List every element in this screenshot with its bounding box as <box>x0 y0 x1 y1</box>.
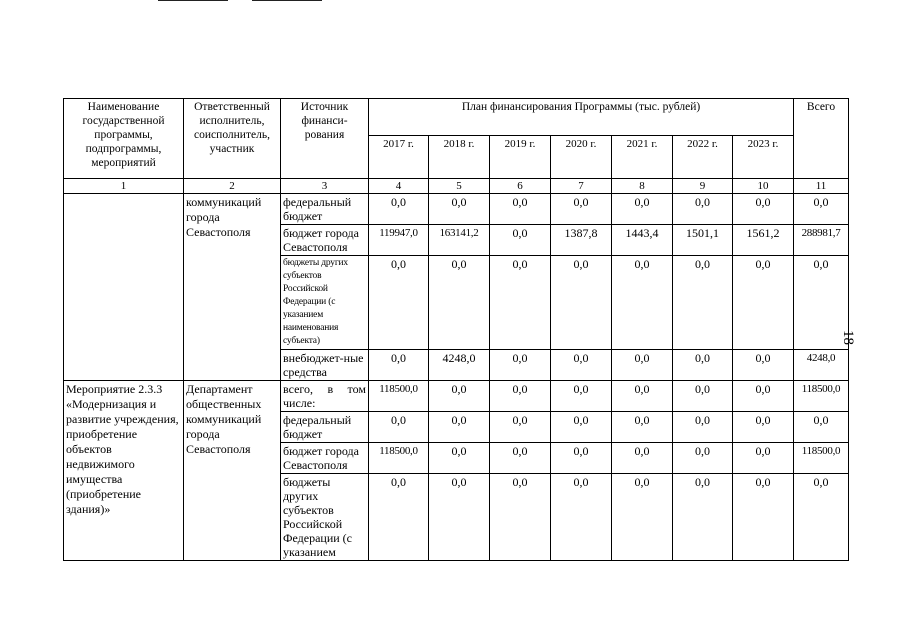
header-plan: План финансирования Программы (тыс. рублей) <box>369 99 794 136</box>
value-cell: 0,0 <box>733 443 794 474</box>
value-cell: 0,0 <box>612 381 673 412</box>
value-cell: 0,0 <box>551 350 612 381</box>
value-cell: 0,0 <box>733 381 794 412</box>
header-year: 2017 г. <box>369 136 429 179</box>
column-number: 10 <box>733 179 794 194</box>
value-cell: 0,0 <box>551 381 612 412</box>
total-cell: 4248,0 <box>794 350 849 381</box>
column-numbers-row <box>64 179 849 194</box>
value-cell: 1387,8 <box>551 225 612 256</box>
value-cell: 0,0 <box>429 474 490 561</box>
header-year: 2018 г. <box>429 136 490 179</box>
table-row <box>64 194 849 225</box>
header-total: Всего <box>794 99 849 179</box>
header-name: Наименование государственной программы, подпрограммы, мероприятий <box>64 99 184 179</box>
column-number: 1 <box>64 179 184 194</box>
value-cell: 0,0 <box>490 256 551 350</box>
value-cell: 0,0 <box>429 194 490 225</box>
header-year: 2023 г. <box>733 136 794 179</box>
value-cell: 119947,0 <box>369 225 429 256</box>
value-cell: 0,0 <box>673 474 733 561</box>
value-cell: 0,0 <box>673 256 733 350</box>
header-year: 2022 г. <box>673 136 733 179</box>
column-number: 5 <box>429 179 490 194</box>
source-total-line <box>283 382 366 396</box>
value-cell: 0,0 <box>490 443 551 474</box>
value-cell: 0,0 <box>673 412 733 443</box>
value-cell: 0,0 <box>612 194 673 225</box>
page-number: 18 <box>840 330 856 345</box>
top-rule-right <box>252 0 322 1</box>
column-number: 6 <box>490 179 551 194</box>
total-cell: 0,0 <box>794 474 849 561</box>
source-cell: внебюджет-ные средства <box>281 350 369 381</box>
column-number: 11 <box>794 179 849 194</box>
value-cell: 0,0 <box>551 194 612 225</box>
total-cell: 288981,7 <box>794 225 849 256</box>
value-cell: 0,0 <box>551 474 612 561</box>
source-cell <box>281 381 369 412</box>
total-cell: 0,0 <box>794 412 849 443</box>
column-number: 2 <box>184 179 281 194</box>
value-cell: 0,0 <box>490 412 551 443</box>
header-year: 2021 г. <box>612 136 673 179</box>
header-year: 2019 г. <box>490 136 551 179</box>
source-cell: бюджет города Севастополя <box>281 225 369 256</box>
value-cell: 0,0 <box>429 381 490 412</box>
value-cell: 0,0 <box>429 443 490 474</box>
source-word: в <box>327 382 334 396</box>
measure-name-cell: Мероприятие 2.3.3 «Модернизация и развитие учреждения, приобретение объектов недвижимого имущества (приобретение здания)» <box>64 381 184 561</box>
source-word: всего, <box>283 382 314 396</box>
source-cell: федеральный бюджет <box>281 412 369 443</box>
column-number: 8 <box>612 179 673 194</box>
value-cell: 0,0 <box>369 474 429 561</box>
value-cell: 0,0 <box>733 412 794 443</box>
value-cell: 0,0 <box>673 381 733 412</box>
value-cell: 0,0 <box>369 350 429 381</box>
value-cell: 0,0 <box>673 350 733 381</box>
source-cell: федеральный бюджет <box>281 194 369 225</box>
value-cell: 0,0 <box>673 194 733 225</box>
value-cell: 0,0 <box>612 443 673 474</box>
value-cell: 0,0 <box>733 256 794 350</box>
value-cell: 1501,1 <box>673 225 733 256</box>
value-cell: 0,0 <box>673 443 733 474</box>
total-cell: 0,0 <box>794 194 849 225</box>
value-cell: 1443,4 <box>612 225 673 256</box>
source-cell: бюджеты других субъектов Российской Федерации (с указанием <box>281 474 369 561</box>
value-cell: 4248,0 <box>429 350 490 381</box>
value-cell: 0,0 <box>429 256 490 350</box>
value-cell: 118500,0 <box>369 381 429 412</box>
executor-cell: коммуникаций города Севастополя <box>184 194 281 381</box>
table-row <box>64 381 849 412</box>
header-year: 2020 г. <box>551 136 612 179</box>
value-cell: 0,0 <box>369 256 429 350</box>
value-cell: 0,0 <box>429 412 490 443</box>
column-number: 9 <box>673 179 733 194</box>
value-cell: 0,0 <box>612 412 673 443</box>
source-cell: бюджеты других субъектов Российской Федерации (с указанием наименования субъекта) <box>281 256 369 350</box>
value-cell: 0,0 <box>612 256 673 350</box>
value-cell: 0,0 <box>490 225 551 256</box>
value-cell: 0,0 <box>612 474 673 561</box>
value-cell: 0,0 <box>490 194 551 225</box>
value-cell: 1561,2 <box>733 225 794 256</box>
source-word: том <box>347 382 366 396</box>
column-number: 7 <box>551 179 612 194</box>
value-cell: 0,0 <box>490 381 551 412</box>
executor-cell: Департамент общественных коммуникаций города Севастополя <box>184 381 281 561</box>
value-cell: 0,0 <box>490 474 551 561</box>
top-rule-left <box>158 0 228 1</box>
value-cell: 0,0 <box>733 350 794 381</box>
value-cell: 0,0 <box>612 350 673 381</box>
total-cell: 118500,0 <box>794 443 849 474</box>
value-cell: 118500,0 <box>369 443 429 474</box>
total-cell: 0,0 <box>794 256 849 350</box>
value-cell: 0,0 <box>733 474 794 561</box>
column-number: 4 <box>369 179 429 194</box>
value-cell: 0,0 <box>551 443 612 474</box>
header-row <box>64 99 849 136</box>
value-cell: 0,0 <box>551 412 612 443</box>
value-cell: 0,0 <box>733 194 794 225</box>
value-cell: 163141,2 <box>429 225 490 256</box>
value-cell: 0,0 <box>369 412 429 443</box>
value-cell: 0,0 <box>551 256 612 350</box>
source-word: числе: <box>283 396 316 410</box>
column-number: 3 <box>281 179 369 194</box>
header-executor: Ответственный исполнитель, соисполнитель, участник <box>184 99 281 179</box>
source-cell: бюджет города Севастополя <box>281 443 369 474</box>
value-cell: 0,0 <box>369 194 429 225</box>
value-cell: 0,0 <box>490 350 551 381</box>
header-source: Источник финанси-рования <box>281 99 369 179</box>
name-cell-empty <box>64 194 184 381</box>
financing-table <box>63 98 849 561</box>
total-cell: 118500,0 <box>794 381 849 412</box>
